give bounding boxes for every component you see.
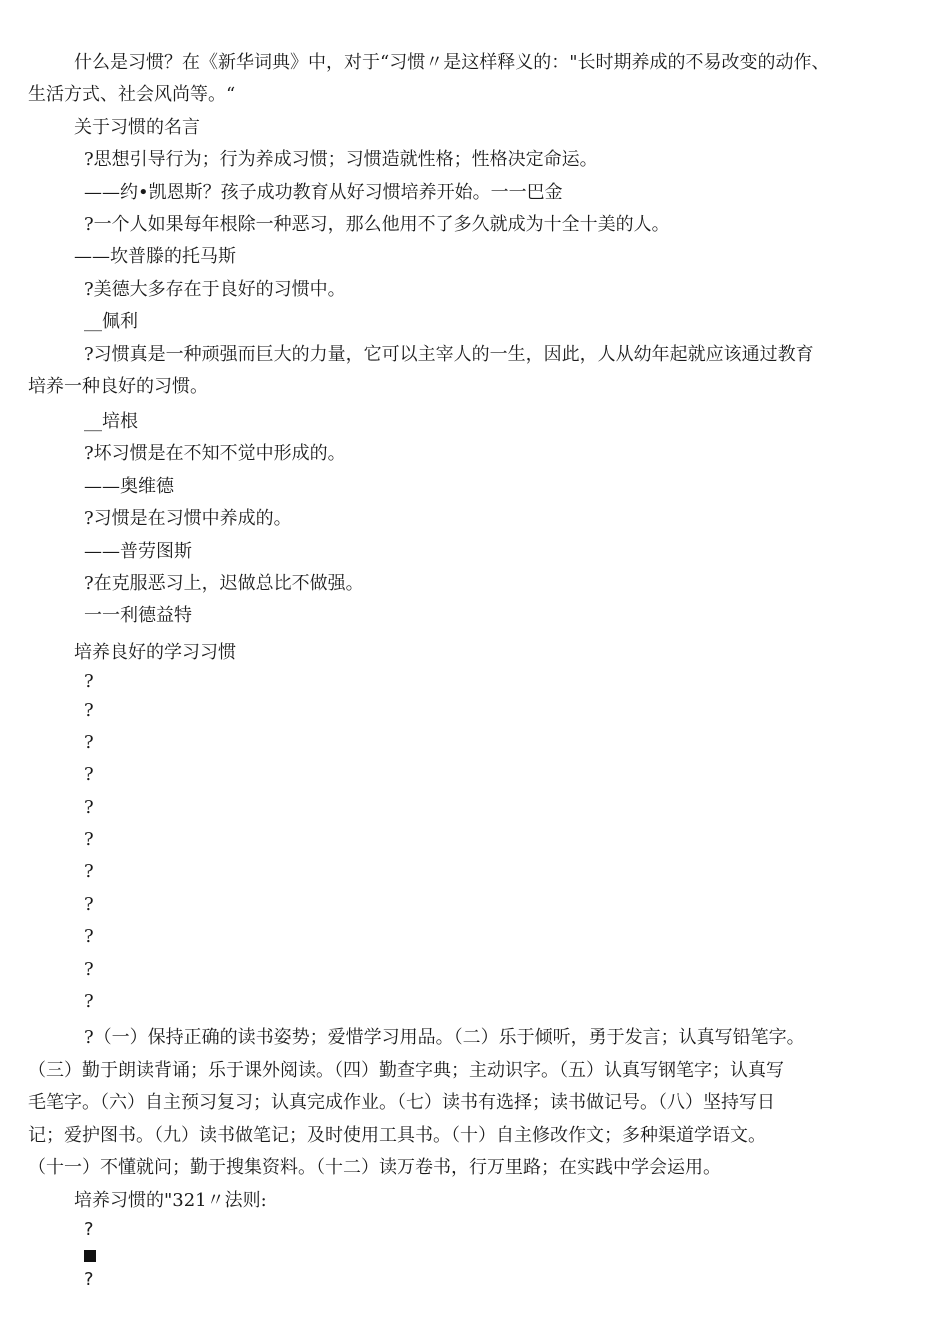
list-marker: ? [84, 1269, 94, 1290]
section-heading: 关于习惯的名言 [74, 117, 200, 138]
list-marker: ? [84, 764, 94, 785]
list-marker: ? [84, 926, 94, 947]
quote-line: ?习惯是在习惯中养成的。 [84, 508, 292, 529]
body-paragraph-line: ?（一）保持正确的读书姿势；爱惜学习用品。（二）乐于倾听，勇于发言；认真写铅笔字。 [84, 1027, 805, 1048]
quote-line: ?思想引导行为；行为养成习惯；习惯造就性格；性格决定命运。 [84, 149, 598, 170]
quote-line: ?坏习惯是在不知不觉中形成的。 [84, 443, 346, 464]
text-line: 生活方式、社会风尚等。“ [28, 84, 236, 105]
body-paragraph-line: 记；爱护图书。（九）读书做笔记；及时使用工具书。（十）自主修改作文；多种渠道学语文。 [28, 1125, 766, 1146]
quote-attribution: ——约•凯恩斯？孩子成功教育从好习惯培养开始。一一巴金 [84, 182, 563, 203]
list-marker: ? [84, 861, 94, 882]
quote-attribution: 一一利德益特 [84, 605, 192, 626]
quote-line: ?习惯真是一种顽强而巨大的力量，它可以主宰人的一生，因此，人从幼年起就应该通过教育 [84, 344, 814, 365]
quote-line: ?一个人如果每年根除一种恶习，那么他用不了多久就成为十全十美的人。 [84, 214, 670, 235]
body-paragraph-line: （三）勤于朗读背诵；乐于课外阅读。（四）勤查字典；主动识字。（五）认真写钢笔字；认真写 [28, 1060, 784, 1081]
list-marker: ? [84, 991, 94, 1012]
quote-attribution: ——坎普滕的托马斯 [74, 246, 236, 267]
list-marker: ? [84, 671, 94, 692]
list-marker: ? [84, 732, 94, 753]
section-heading: 培养良好的学习习惯 [74, 642, 236, 663]
square-bullet [84, 1244, 96, 1268]
body-paragraph-line: （十一）不懂就问；勤于搜集资料。（十二）读万卷书，行万里路；在实践中学会运用。 [28, 1157, 721, 1178]
quote-attribution: ——普劳图斯 [84, 541, 192, 562]
quote-attribution: __培根 [84, 411, 138, 432]
quote-attribution: __佩利 [84, 311, 138, 332]
quote-line: 培养一种良好的习惯。 [28, 376, 208, 397]
square-bullet-icon [84, 1250, 96, 1262]
text-line: 什么是习惯？在《新华词典》中，对于“习惯〃是这样释义的："长时期养成的不易改变的动作、 [74, 52, 830, 73]
list-marker: ? [84, 829, 94, 850]
quote-line: ?美德大多存在于良好的习惯中。 [84, 279, 346, 300]
list-marker: ? [84, 894, 94, 915]
list-marker: ? [84, 959, 94, 980]
list-marker: ? [84, 1219, 94, 1240]
list-marker: ? [84, 700, 94, 721]
list-marker: ? [84, 797, 94, 818]
body-paragraph-line: 毛笔字。（六）自主预习复习；认真完成作业。（七）读书有选择；读书做记号。（八）坚持写日 [28, 1092, 775, 1113]
section-heading: 培养习惯的"321〃法则: [74, 1190, 267, 1211]
quote-line: ?在克服恶习上，迟做总比不做强。 [84, 573, 364, 594]
quote-attribution: ——奥维德 [84, 476, 174, 497]
